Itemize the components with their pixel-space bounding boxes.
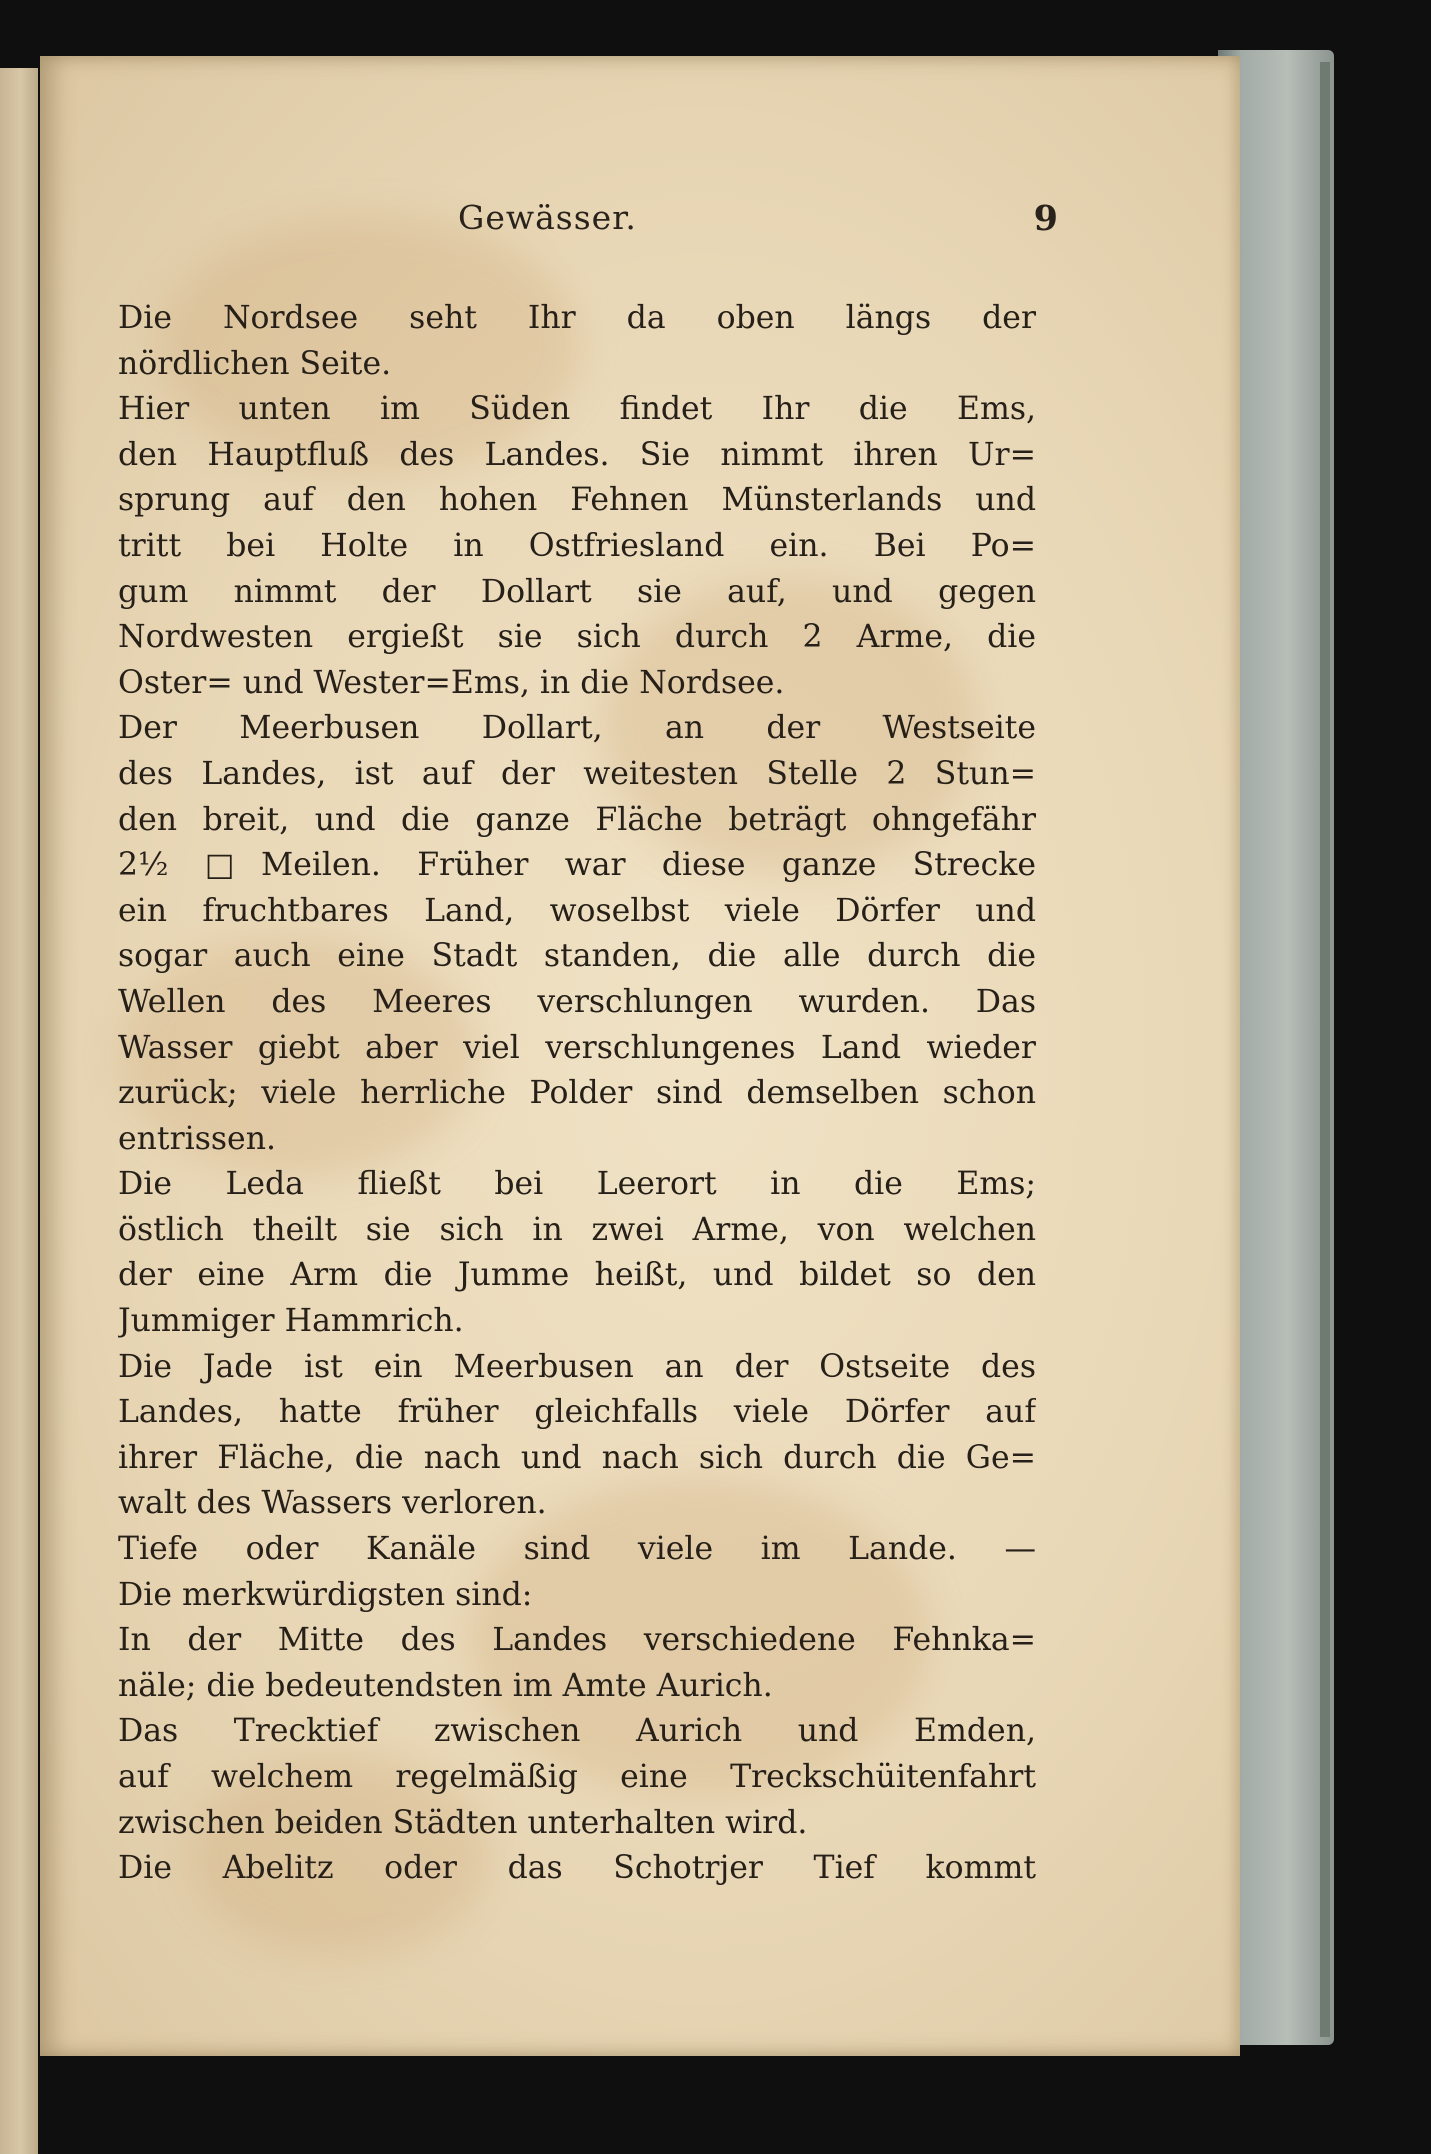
text-line: ihrer Fläche, die nach und nach sich durch die Ge=: [118, 1439, 1036, 1476]
text-line: walt des Wassers verloren.: [118, 1485, 547, 1522]
text-line: Die Nordsee seht Ihr da oben längs der: [118, 300, 1036, 336]
text-line: Die merkwürdigsten sind:: [118, 1576, 533, 1613]
text-line: Das Trecktief zwischen Aurich und Emden,: [118, 1713, 1036, 1750]
text-line: ein fruchtbares Land, woselbst viele Dörfer und: [118, 892, 1036, 929]
text-line: des Landes, ist auf der weitesten Stelle 2 Stun=: [118, 755, 1036, 792]
text-line: auf welchem regelmäßig eine Treckschüitenfahrt: [118, 1759, 1036, 1795]
text-line: nördlichen Seite.: [118, 345, 392, 382]
text-line: den breit, und die ganze Fläche beträgt ohngefähr: [118, 801, 1036, 838]
text-line: tritt bei Holte in Ostfriesland ein. Bei Po=: [118, 527, 1036, 564]
text-line: Wellen des Meeres verschlungen wurden. Das: [118, 983, 1036, 1020]
text-line: Wasser giebt aber viel verschlungenes Land wieder: [118, 1029, 1036, 1066]
text-line: Jummiger Hammrich.: [118, 1303, 464, 1340]
text-line: Landes, hatte früher gleichfalls viele Dörfer auf: [118, 1394, 1036, 1431]
text-line: Der Meerbusen Dollart, an der Westseite: [118, 710, 1036, 747]
previous-page-edge: [0, 68, 38, 2154]
text-line: gum nimmt der Dollart sie auf, und gegen: [118, 573, 1036, 610]
text-line: der eine Arm die Jumme heißt, und bildet so den: [118, 1257, 1036, 1294]
page-header: [458, 198, 1058, 254]
book-cover-edge: [1320, 62, 1330, 2037]
text-line: sogar auch eine Stadt standen, die alle durch die: [118, 938, 1036, 975]
text-line: näle; die bedeutendsten im Amte Aurich.: [118, 1667, 773, 1704]
text-line: Die Leda fließt bei Leerort in die Ems;: [118, 1166, 1036, 1203]
text-line: Die Abelitz oder das Schotrjer Tief kommt: [118, 1850, 1036, 1887]
text-line: Nordwesten ergießt sie sich durch 2 Arme, die: [118, 619, 1036, 656]
text-line: zwischen beiden Städten unterhalten wird.: [118, 1804, 808, 1841]
text-line: den Hauptfluß des Landes. Sie nimmt ihren Ur=: [118, 436, 1036, 473]
text-line: In der Mitte des Landes verschiedene Fehnka=: [118, 1622, 1036, 1659]
text-line: Oster= und Wester=Ems, in die Nordsee.: [118, 664, 785, 701]
text-line: sprung auf den hohen Fehnen Münsterlands und: [118, 482, 1036, 519]
text-line: Tiefe oder Kanäle sind viele im Lande. —: [118, 1531, 1036, 1568]
text-line: zurück; viele herrliche Polder sind demselben schon: [118, 1075, 1036, 1112]
text-line: 2½ □Meilen. Früher war diese ganze Strecke: [118, 847, 1036, 884]
text-line: östlich theilt sie sich in zwei Arme, von welchen: [118, 1211, 1036, 1248]
text-line: Die Jade ist ein Meerbusen an der Ostseite des: [118, 1348, 1036, 1385]
body-text: [118, 296, 1036, 1892]
text-line: Hier unten im Süden findet Ihr die Ems,: [118, 391, 1036, 428]
page-number: 9: [1033, 198, 1058, 239]
text-line: entrissen.: [118, 1120, 276, 1157]
running-title: Gewässer.: [458, 198, 637, 237]
